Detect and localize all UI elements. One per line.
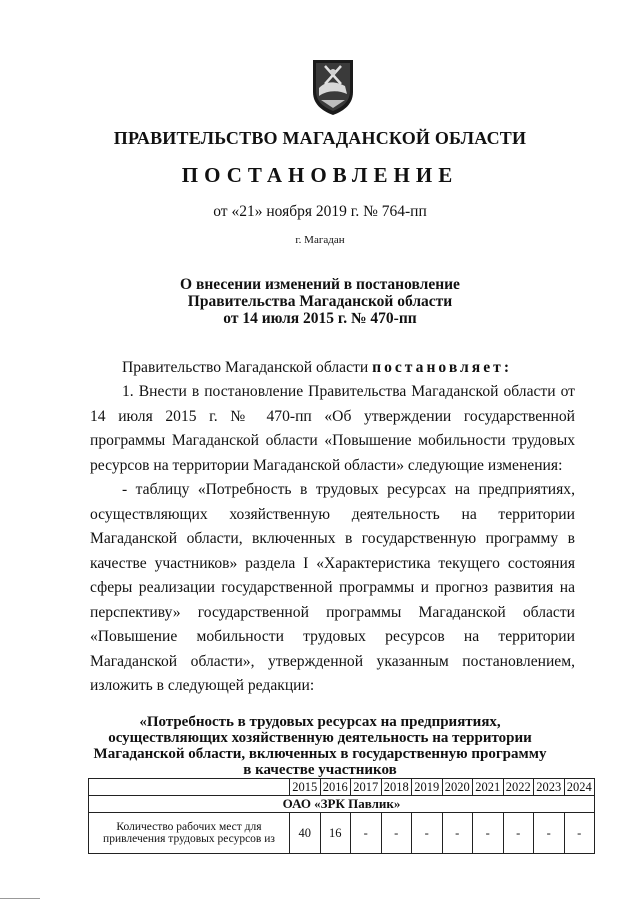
preamble-resolves: постановляет: (372, 359, 513, 376)
table-cell: - (534, 813, 565, 854)
city-name: г. Магадан (295, 234, 345, 246)
table-cell: - (473, 813, 504, 854)
table-title-line-2: осуществляющих хозяйственную деятельность на территории (108, 730, 532, 746)
table-cell: - (503, 813, 534, 854)
year-header: 2022 (503, 779, 534, 796)
row-label: Количество рабочих мест для привлечения трудовых ресурсов из (89, 813, 290, 854)
subject-line-1: О внесении изменений в постановление (180, 276, 460, 293)
table-title-line-4: в качестве участников (243, 762, 397, 778)
decree-preamble (90, 356, 575, 381)
subject-line-3: от 14 июля 2015 г. № 470-пп (223, 310, 417, 327)
government-title: ПРАВИТЕЛЬСТВО МАГАДАНСКОЙ ОБЛАСТИ (113, 128, 527, 148)
table-company-row (89, 796, 595, 813)
decree-title: ПОСТАНОВЛЕНИЕ (181, 163, 459, 187)
decree-subject (0, 276, 640, 327)
year-header: 2017 (351, 779, 382, 796)
table-title (0, 714, 640, 778)
year-header: 2024 (564, 779, 595, 796)
table-cell: - (564, 813, 595, 854)
year-header: 2015 (290, 779, 321, 796)
preamble-text: Правительство Магаданской области (122, 359, 373, 376)
year-header: 2018 (381, 779, 412, 796)
decree-item-1-subitem: - таблицу «Потребность в трудовых ресурсах на предприятиях, осуществляющих хозяйственную деятельность на территории Магаданской области, включенных в государственную программу в качестве участников» раздела I «Характеристика текущего состояния сферы реализации государственной программы и прогноз развития на перспективу» государственной программы Магаданской области «Повышение мобильности трудовых ресурсов на территории Магаданской области», утвержденной указанным постановлением, изложить в следующей редакции: (90, 481, 575, 694)
table-cell: 40 (290, 813, 321, 854)
table-title-line-1: «Потребность в трудовых ресурсах на предприятиях, (139, 714, 501, 730)
header-blank-cell (89, 779, 290, 796)
table-cell: - (351, 813, 382, 854)
year-header: 2016 (320, 779, 351, 796)
table-header-row (89, 779, 595, 796)
footer-rule (0, 898, 40, 899)
decree-item-1: 1. Внести в постановление Правительства Магаданской области от 14 июля 2015 г. № 470-пп «Об утверждении государственной программы Магаданской области «Повышение мобильности трудовых ресурсов на территории Магаданской области» следующие изменения: (90, 383, 575, 474)
table-cell: - (412, 813, 443, 854)
table-title-line-3: Магаданской области, включенных в государственную программу (93, 746, 547, 762)
year-header: 2019 (412, 779, 443, 796)
subject-line-2: Правительства Магаданской области (187, 293, 453, 310)
year-header: 2023 (534, 779, 565, 796)
table-row (89, 813, 595, 854)
table-cell: - (442, 813, 473, 854)
table-cell: 16 (320, 813, 351, 854)
company-name: ОАО «ЗРК Павлик» (89, 796, 595, 813)
table-cell: - (381, 813, 412, 854)
year-header: 2020 (442, 779, 473, 796)
decree-date-number: от «21» ноября 2019 г. № 764-пп (213, 203, 427, 220)
year-header: 2021 (473, 779, 504, 796)
workforce-demand-table (88, 778, 595, 854)
coat-of-arms-emblem (311, 58, 355, 116)
